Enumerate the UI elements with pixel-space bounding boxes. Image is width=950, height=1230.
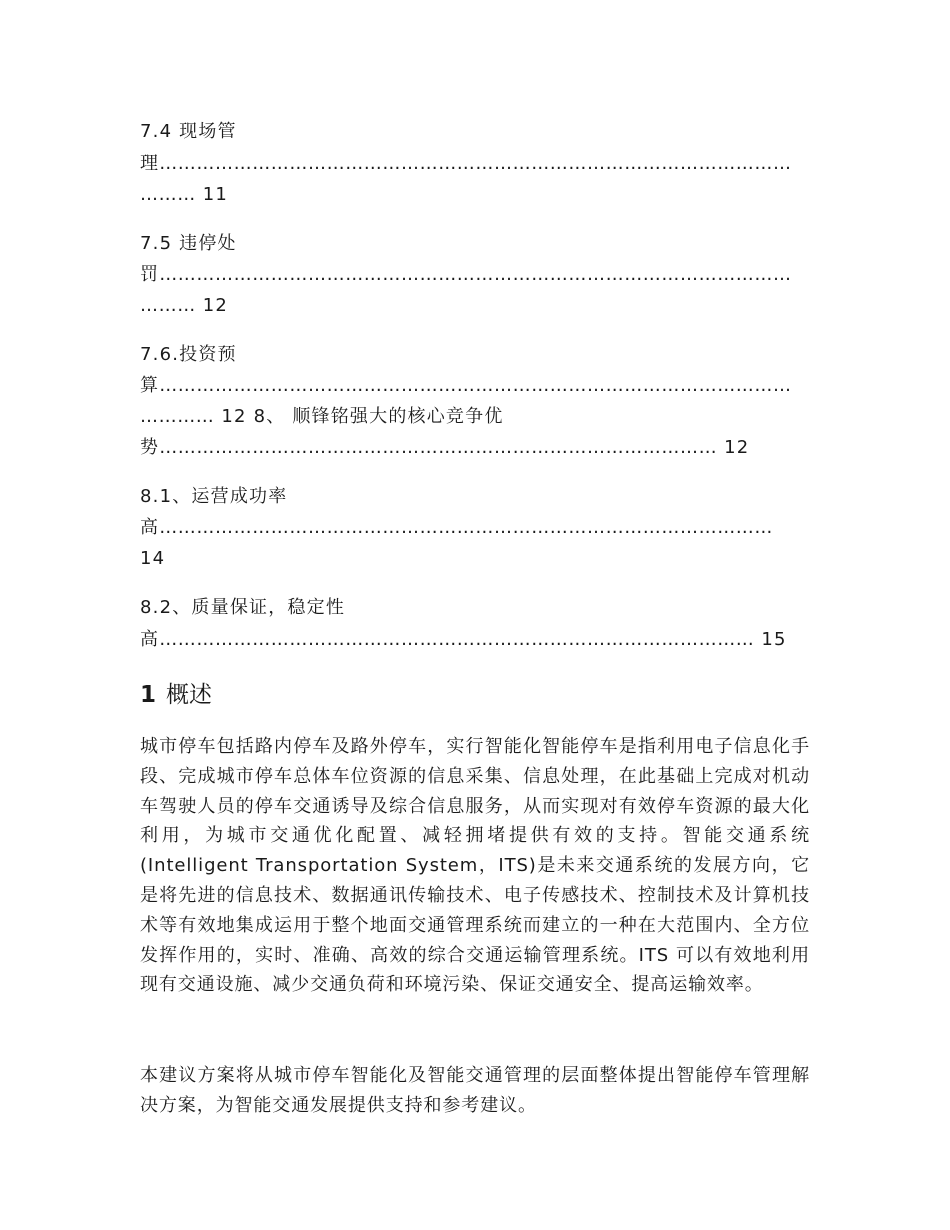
- toc-dots: ………: [140, 184, 196, 205]
- toc-entry-title[interactable]: 7.4 现场管: [140, 121, 237, 142]
- toc-entry-leader[interactable]: [140, 152, 792, 176]
- toc-entry-title-cont: 理: [140, 153, 160, 174]
- toc-entry-leader[interactable]: [140, 374, 792, 398]
- toc-entry-leader[interactable]: [140, 628, 787, 652]
- toc-dots: ………………………………………………………………………………………: [159, 517, 774, 538]
- toc-page-number[interactable]: 14: [140, 548, 166, 569]
- toc-entry-leader[interactable]: [140, 436, 749, 460]
- toc-entry-title-cont: 罚: [140, 264, 160, 285]
- toc-entry-title[interactable]: 7.6.投资预: [140, 344, 237, 365]
- section-number: 1: [140, 682, 157, 708]
- toc-entry-title-cont: 势: [140, 437, 160, 458]
- toc-dots: …………………………………………………………………………………………: [159, 375, 792, 396]
- toc-dots: …………………………………………………………………………………………: [159, 153, 792, 174]
- toc-page-number: 12: [221, 406, 247, 427]
- toc-entry-leader[interactable]: [140, 263, 792, 287]
- toc-entry-title[interactable]: 8.2、质量保证，稳定性: [140, 597, 346, 618]
- toc-dots: ………: [140, 295, 196, 316]
- toc-page-number: 12: [724, 437, 750, 458]
- toc-entry-title: 8、 顺锋铭强大的核心竞争优: [253, 406, 504, 427]
- toc-entry-page-line[interactable]: [140, 183, 228, 207]
- toc-entry-page-line[interactable]: [140, 405, 504, 429]
- toc-entry-title-cont: 高: [140, 517, 160, 538]
- toc-entry-page-line[interactable]: [140, 294, 228, 318]
- section-title: 概述: [166, 682, 213, 708]
- body-paragraph: 城市停车包括路内停车及路外停车，实行智能化智能停车是指利用电子信息化手段、完成城市停车总体车位资源的信息采集、信息处理，在此基础上完成对机动车驾驶人员的停车交通诱导及综合信息服务，从而实现对有效停车资源的最大化利用，为城市交通优化配置、减轻拥堵提供有效的支持。智能交通系统(Intelligent Transportation System，ITS)是未来交通系统的发展方向，它是将先进的信息技术、数据通讯传输技术、电子传感技术、控制技术及计算机技术等有效地集成运用于整个地面交通管理系统而建立的一种在大范围内、全方位发挥作用的，实时、准确、高效的综合交通运输管理系统。ITS 可以有效地利用现有交通设施、减少交通负荷和环境污染、保证交通安全、提高运输效率。: [140, 736, 810, 996]
- toc-entry-title-cont: 算: [140, 375, 160, 396]
- toc-dots: …………………………………………………………………………………………: [159, 264, 792, 285]
- toc-entry-leader[interactable]: [140, 516, 773, 540]
- body-paragraph: 本建议方案将从城市停车智能化及智能交通管理的层面整体提出智能停车管理解决方案，为智能交通发展提供支持和参考建议。: [140, 1065, 810, 1116]
- toc-entry-title[interactable]: 7.5 违停处: [140, 233, 237, 254]
- toc-page-number: 15: [761, 629, 787, 650]
- toc-page-number: 11: [202, 184, 229, 205]
- toc-page-number: 12: [202, 295, 229, 316]
- toc-dots: …………: [140, 406, 215, 427]
- toc-dots: ……………………………………………………………………………………: [159, 629, 755, 650]
- toc-dots: ………………………………………………………………………………: [159, 437, 718, 458]
- section-heading: [140, 680, 212, 710]
- toc-entry-title-cont: 高: [140, 629, 160, 650]
- toc-entry-title[interactable]: 8.1、运营成功率: [140, 486, 288, 507]
